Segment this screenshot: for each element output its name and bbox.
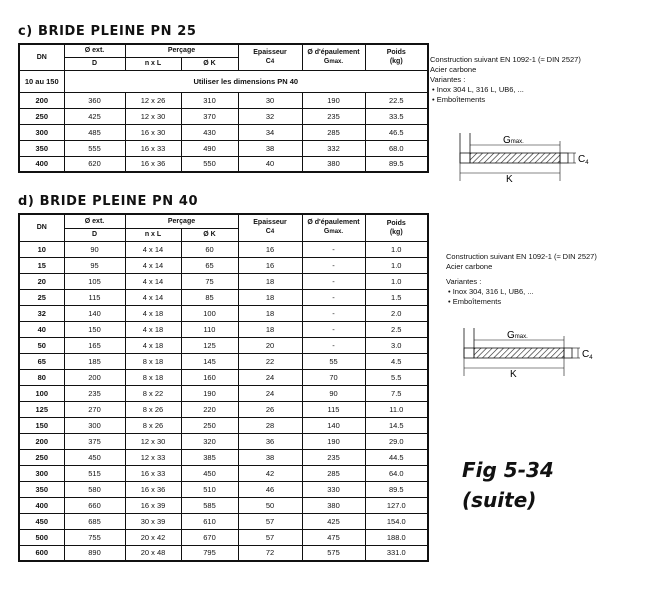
cell-dn: 600 — [19, 545, 64, 561]
table-cell: 220 — [181, 401, 238, 417]
table-cell: 60 — [181, 241, 238, 257]
table-cell: 16 x 36 — [125, 156, 181, 172]
table-cell: 1.0 — [365, 273, 428, 289]
table-cell: 90 — [302, 385, 365, 401]
table-cell: 30 x 39 — [125, 513, 181, 529]
flange-diagram-pn25 — [448, 125, 598, 191]
table-cell: 270 — [64, 401, 125, 417]
table-cell: 331.0 — [365, 545, 428, 561]
table-cell: 8 x 18 — [125, 353, 181, 369]
pn40-table — [18, 213, 429, 562]
table-cell: 385 — [181, 449, 238, 465]
cell-dn: 32 — [19, 305, 64, 321]
table-cell: 70 — [302, 369, 365, 385]
header-od-sub: D — [64, 57, 125, 70]
table-cell: 8 x 18 — [125, 369, 181, 385]
table-cell: 450 — [64, 449, 125, 465]
table-cell: 685 — [64, 513, 125, 529]
table-cell: 575 — [302, 545, 365, 561]
table-cell: 185 — [64, 353, 125, 369]
cell-dn: 80 — [19, 369, 64, 385]
g-label: G — [503, 135, 511, 146]
table-cell: 57 — [238, 529, 302, 545]
table-cell: 154.0 — [365, 513, 428, 529]
table-cell: 16 — [238, 241, 302, 257]
table-cell: 125 — [181, 337, 238, 353]
table-cell: 515 — [64, 465, 125, 481]
table-cell: - — [302, 257, 365, 273]
table-cell: 425 — [302, 513, 365, 529]
table-row — [19, 321, 428, 337]
table-cell: 14.5 — [365, 417, 428, 433]
cell-dn: 500 — [19, 529, 64, 545]
notes-item: • Inox 304, 316 L, UB6, ... — [456, 287, 641, 297]
header-od: Ø ext. — [64, 44, 125, 57]
table-cell: 16 x 30 — [125, 124, 181, 140]
cell-dn: 100 — [19, 385, 64, 401]
notes-variantes: Variantes : — [446, 277, 482, 286]
table-cell: 100 — [181, 305, 238, 321]
svg-text:Gmax.: Gmax. — [503, 135, 524, 146]
table-cell: 188.0 — [365, 529, 428, 545]
header-poids: Poids (kg) — [365, 214, 428, 241]
table-cell: 190 — [302, 433, 365, 449]
table-cell: - — [302, 241, 365, 257]
table-cell: 68.0 — [365, 140, 428, 156]
header-epaulement: Ø d'épaulement Gmax. — [302, 214, 365, 241]
table-cell: 4 x 14 — [125, 257, 181, 273]
table-row — [19, 108, 428, 124]
table-cell: 380 — [302, 497, 365, 513]
table-cell: 20 x 42 — [125, 529, 181, 545]
c-label: C — [582, 349, 590, 360]
section-c-title: c) BRIDE PLEINE PN 25 — [18, 24, 197, 39]
table-cell: 18 — [238, 321, 302, 337]
cell-dn: 250 — [19, 108, 64, 124]
table-cell: 46 — [238, 481, 302, 497]
table-cell: - — [302, 321, 365, 337]
header-percage: Perçage — [125, 44, 238, 57]
table-cell: 670 — [181, 529, 238, 545]
table-cell: 890 — [64, 545, 125, 561]
table-cell: 660 — [64, 497, 125, 513]
table-cell: 430 — [181, 124, 238, 140]
table-cell: 24 — [238, 385, 302, 401]
table-cell: 75 — [181, 273, 238, 289]
table-row — [19, 257, 428, 273]
table-cell: 12 x 26 — [125, 92, 181, 108]
table-cell: 85 — [181, 289, 238, 305]
table-cell: - — [302, 273, 365, 289]
table-cell: 160 — [181, 369, 238, 385]
table-cell: 332 — [302, 140, 365, 156]
table-row — [19, 497, 428, 513]
table-cell: 2.0 — [365, 305, 428, 321]
table-cell: 7.5 — [365, 385, 428, 401]
table-row — [19, 369, 428, 385]
table-row — [19, 433, 428, 449]
cell-dn: 450 — [19, 513, 64, 529]
table-cell: 300 — [64, 417, 125, 433]
table-row — [19, 353, 428, 369]
table-cell: 510 — [181, 481, 238, 497]
section-d-title: d) BRIDE PLEINE PN 40 — [18, 194, 199, 209]
table-cell: 64.0 — [365, 465, 428, 481]
header-dn: DN — [19, 214, 64, 241]
table-cell: 55 — [302, 353, 365, 369]
table-cell: 425 — [64, 108, 125, 124]
table-cell: 1.0 — [365, 257, 428, 273]
table-cell: 18 — [238, 289, 302, 305]
table-cell: 105 — [64, 273, 125, 289]
table-cell: 4 x 18 — [125, 337, 181, 353]
table-cell: 485 — [64, 124, 125, 140]
notes-item: • Emboîtements — [440, 95, 640, 105]
table-cell: 4.5 — [365, 353, 428, 369]
table-cell: 360 — [64, 92, 125, 108]
cell-dn: 200 — [19, 92, 64, 108]
table-cell: 320 — [181, 433, 238, 449]
svg-text:Gmax.: Gmax. — [507, 330, 528, 341]
svg-text:C4: $C_4$ — [582, 349, 593, 361]
cell-dn: 125 — [19, 401, 64, 417]
table-cell: 795 — [181, 545, 238, 561]
table-cell: 8 x 26 — [125, 417, 181, 433]
cell-dn: 40 — [19, 321, 64, 337]
table-cell: 33.5 — [365, 108, 428, 124]
table-cell: 2.5 — [365, 321, 428, 337]
header-od: Ø ext. — [64, 214, 125, 228]
figure-caption-line1: Fig 5-34 — [462, 458, 554, 482]
cell-dn: 65 — [19, 353, 64, 369]
cell-dn: 400 — [19, 497, 64, 513]
table-cell: 375 — [64, 433, 125, 449]
notes-item: • Inox 304 L, 316 L, UB6, ... — [440, 85, 640, 95]
table-cell: 16 x 39 — [125, 497, 181, 513]
table-cell: 46.5 — [365, 124, 428, 140]
header-percage: Perçage — [125, 214, 238, 228]
header-epaulement: Ø d'épaulement Gmax. — [302, 44, 365, 70]
table-row — [19, 481, 428, 497]
table-cell: 235 — [64, 385, 125, 401]
table-cell: 285 — [302, 465, 365, 481]
table-cell: 20 — [238, 337, 302, 353]
table-cell: 370 — [181, 108, 238, 124]
pn25-table — [18, 43, 429, 173]
cell-dn: 15 — [19, 257, 64, 273]
table-cell: 38 — [238, 140, 302, 156]
table-row — [19, 385, 428, 401]
notes-construction: Construction suivant EN 1092-1 (≈ DIN 2527) — [430, 55, 581, 64]
table-cell: 200 — [64, 369, 125, 385]
k-label: K — [506, 174, 513, 185]
table-cell: 145 — [181, 353, 238, 369]
table-cell: 12 x 30 — [125, 108, 181, 124]
table-cell: 16 x 36 — [125, 481, 181, 497]
table-row — [19, 156, 428, 172]
note-row-dn: 10 au 150 — [19, 70, 64, 92]
note-row-text: Utiliser les dimensions PN 40 — [64, 70, 428, 92]
table-cell: 32 — [238, 108, 302, 124]
table-cell: 250 — [181, 417, 238, 433]
table-cell: 127.0 — [365, 497, 428, 513]
k-label: K — [510, 369, 517, 380]
cell-dn: 300 — [19, 465, 64, 481]
table-row — [19, 289, 428, 305]
table-row — [19, 241, 428, 257]
header-k: Ø K — [181, 228, 238, 241]
table-cell: 57 — [238, 513, 302, 529]
table-cell: 165 — [64, 337, 125, 353]
table-cell: 18 — [238, 305, 302, 321]
g-label: G — [507, 330, 515, 341]
table-row — [19, 449, 428, 465]
table-cell: 5.5 — [365, 369, 428, 385]
table-cell: 140 — [302, 417, 365, 433]
table-cell: 4 x 14 — [125, 289, 181, 305]
table-row — [19, 92, 428, 108]
table-cell: 65 — [181, 257, 238, 273]
table-cell: 90 — [64, 241, 125, 257]
table-cell: 4 x 14 — [125, 273, 181, 289]
table-cell: 22.5 — [365, 92, 428, 108]
table-cell: - — [302, 305, 365, 321]
table-cell: 1.0 — [365, 241, 428, 257]
table-cell: 1.5 — [365, 289, 428, 305]
table-cell: - — [302, 337, 365, 353]
table-cell: 18 — [238, 273, 302, 289]
table-cell: 115 — [302, 401, 365, 417]
cell-dn: 10 — [19, 241, 64, 257]
table-cell: 235 — [302, 449, 365, 465]
table-cell: 475 — [302, 529, 365, 545]
table-cell: 50 — [238, 497, 302, 513]
table-cell: 12 x 30 — [125, 433, 181, 449]
header-nxl: n x L — [125, 57, 181, 70]
cell-dn: 25 — [19, 289, 64, 305]
table-cell: 140 — [64, 305, 125, 321]
table-cell: 115 — [64, 289, 125, 305]
table-cell: 150 — [64, 321, 125, 337]
header-dn: DN — [19, 44, 64, 70]
table-cell: 8 x 22 — [125, 385, 181, 401]
cell-dn: 350 — [19, 140, 64, 156]
header-nxl: n x L — [125, 228, 181, 241]
table-cell: 110 — [181, 321, 238, 337]
table-cell: 450 — [181, 465, 238, 481]
table-row — [19, 529, 428, 545]
notes-construction: Construction suivant EN 1092-1 (≈ DIN 2527) — [446, 252, 597, 261]
pn25-notes — [430, 55, 640, 105]
table-cell: 44.5 — [365, 449, 428, 465]
table-cell: 585 — [181, 497, 238, 513]
svg-text:C4: $C_4$ — [578, 154, 589, 166]
cell-dn: 50 — [19, 337, 64, 353]
table-cell: 755 — [64, 529, 125, 545]
table-cell: 380 — [302, 156, 365, 172]
table-cell: 36 — [238, 433, 302, 449]
table-cell: 26 — [238, 401, 302, 417]
table-cell: 89.5 — [365, 481, 428, 497]
table-row — [19, 124, 428, 140]
table-cell: - — [302, 289, 365, 305]
table-cell: 16 — [238, 257, 302, 273]
table-cell: 580 — [64, 481, 125, 497]
notes-material: Acier carbone — [446, 262, 493, 271]
cell-dn: 400 — [19, 156, 64, 172]
table-cell: 12 x 33 — [125, 449, 181, 465]
table-cell: 34 — [238, 124, 302, 140]
table-cell: 16 x 33 — [125, 140, 181, 156]
notes-material: Acier carbone — [430, 65, 477, 74]
table-cell: 610 — [181, 513, 238, 529]
table-cell: 29.0 — [365, 433, 428, 449]
table-cell: 190 — [302, 92, 365, 108]
table-row — [19, 401, 428, 417]
table-cell: 24 — [238, 369, 302, 385]
table-cell: 620 — [64, 156, 125, 172]
table-cell: 555 — [64, 140, 125, 156]
table-cell: 3.0 — [365, 337, 428, 353]
cell-dn: 200 — [19, 433, 64, 449]
table-row — [19, 417, 428, 433]
table-cell: 4 x 18 — [125, 305, 181, 321]
table-cell: 40 — [238, 156, 302, 172]
cell-dn: 350 — [19, 481, 64, 497]
table-cell: 42 — [238, 465, 302, 481]
table-cell: 11.0 — [365, 401, 428, 417]
table-cell: 95 — [64, 257, 125, 273]
cell-dn: 20 — [19, 273, 64, 289]
table-row — [19, 513, 428, 529]
header-poids: Poids (kg) — [365, 44, 428, 70]
table-row — [19, 140, 428, 156]
header-k: Ø K — [181, 57, 238, 70]
table-cell: 190 — [181, 385, 238, 401]
notes-item: • Emboîtements — [456, 297, 641, 307]
table-row — [19, 465, 428, 481]
table-cell: 235 — [302, 108, 365, 124]
table-cell: 550 — [181, 156, 238, 172]
table-cell: 22 — [238, 353, 302, 369]
figure-caption — [462, 455, 554, 515]
table-cell: 30 — [238, 92, 302, 108]
table-cell: 89.5 — [365, 156, 428, 172]
table-cell: 285 — [302, 124, 365, 140]
table-cell: 16 x 33 — [125, 465, 181, 481]
table-cell: 8 x 26 — [125, 401, 181, 417]
c-label: C — [578, 154, 586, 165]
table-cell: 20 x 48 — [125, 545, 181, 561]
table-row — [19, 545, 428, 561]
pn40-notes — [446, 252, 641, 307]
cell-dn: 250 — [19, 449, 64, 465]
table-row — [19, 273, 428, 289]
flange-diagram-pn40 — [452, 320, 602, 386]
table-cell: 310 — [181, 92, 238, 108]
cell-dn: 150 — [19, 417, 64, 433]
figure-caption-line2: (suite) — [462, 488, 537, 512]
table-cell: 72 — [238, 545, 302, 561]
table-cell: 330 — [302, 481, 365, 497]
table-row — [19, 305, 428, 321]
header-epaisseur: Epaisseur C4 — [238, 44, 302, 70]
header-od-sub: D — [64, 228, 125, 241]
header-epaisseur: Epaisseur C4 — [238, 214, 302, 241]
table-cell: 38 — [238, 449, 302, 465]
table-row — [19, 337, 428, 353]
table-cell: 4 x 14 — [125, 241, 181, 257]
table-cell: 28 — [238, 417, 302, 433]
table-cell: 4 x 18 — [125, 321, 181, 337]
table-cell: 490 — [181, 140, 238, 156]
notes-variantes: Variantes : — [430, 75, 466, 84]
cell-dn: 300 — [19, 124, 64, 140]
